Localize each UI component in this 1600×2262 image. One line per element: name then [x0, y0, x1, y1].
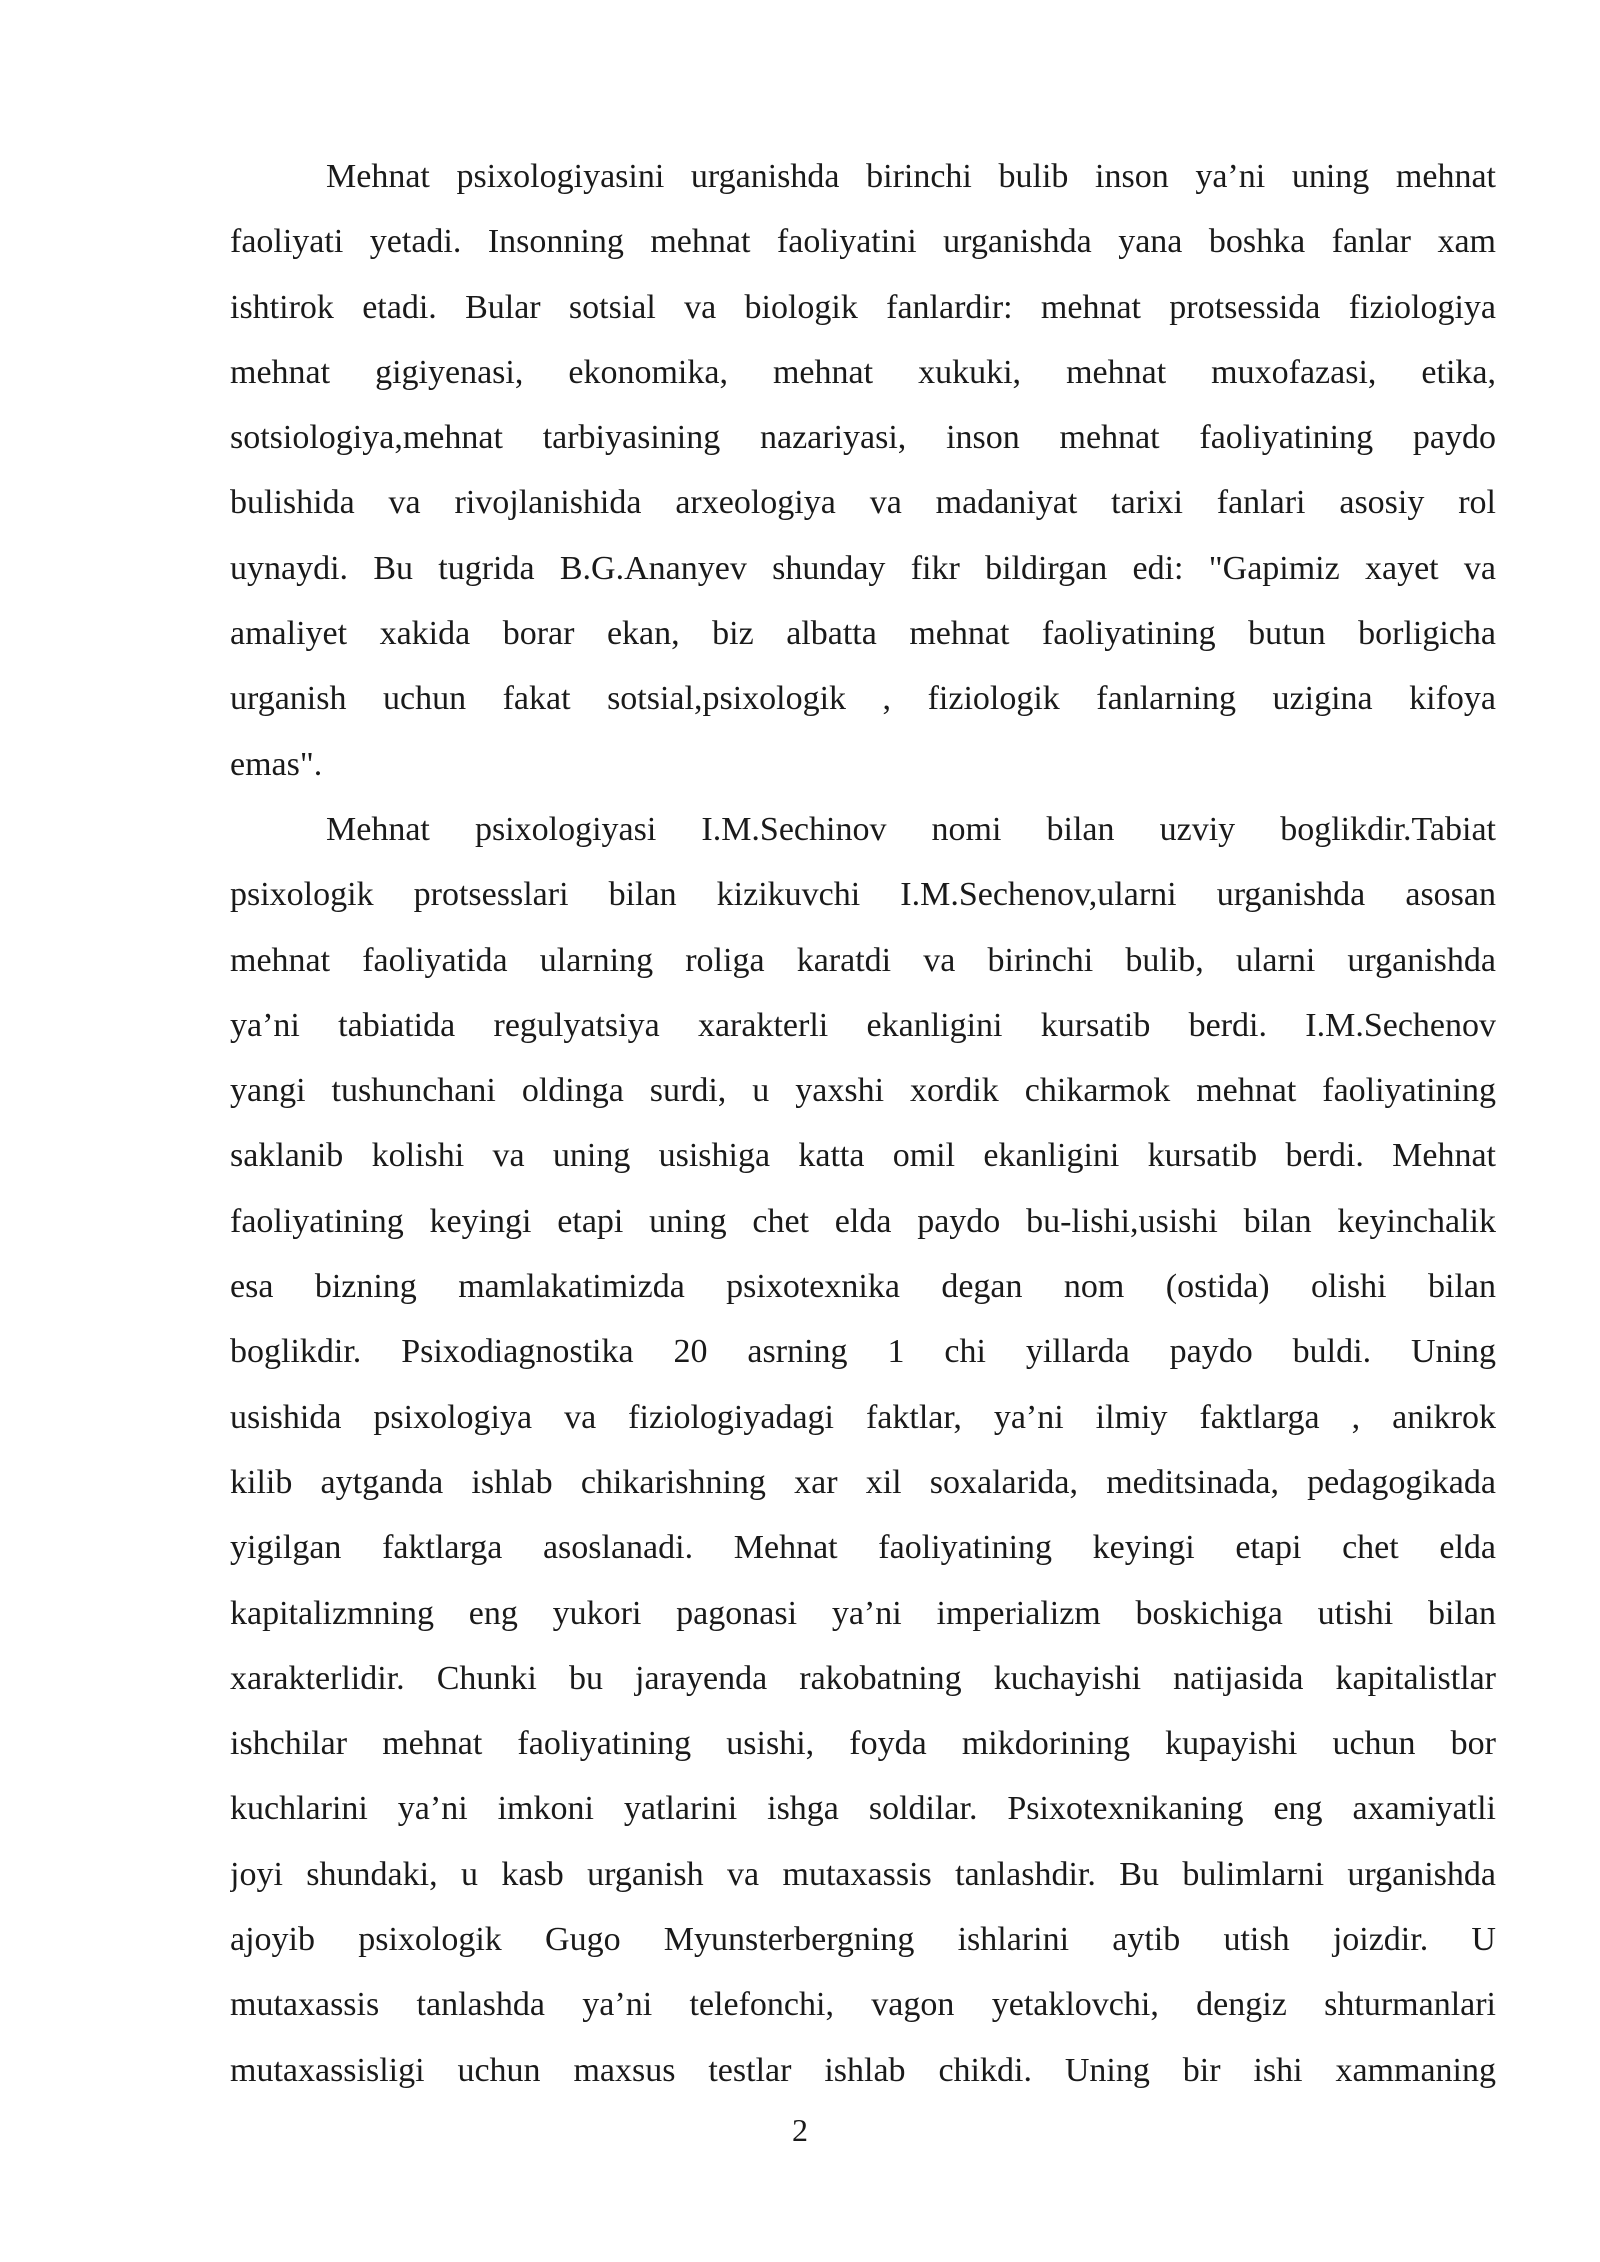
paragraph-1	[230, 150, 1496, 803]
paragraph-2	[230, 803, 1496, 2109]
text-line: urganish uchun fakat sotsial,psixologik , fiziologik fanlarning uzigina kifoya	[230, 680, 1496, 718]
text-line: faoliyati yetadi. Insonning mehnat faoliyatini urganishda yana boshka fanlar xam	[230, 223, 1496, 261]
text-line: ajoyib psixologik Gugo Myunsterbergning ishlarini aytib utish joizdir. U	[230, 1921, 1496, 1959]
text-line: yangi tushunchani oldinga surdi, u yaxshi xordik chikarmok mehnat faoliyatining	[230, 1072, 1496, 1110]
text-line: yigilgan faktlarga asoslanadi. Mehnat faoliyatining keyingi etapi chet elda	[230, 1529, 1496, 1567]
text-line: amaliyet xakida borar ekan, biz albatta mehnat faoliyatining butun borligicha	[230, 615, 1496, 653]
text-line: kapitalizmning eng yukori pagonasi ya’ni imperializm boskichiga utishi bilan	[230, 1594, 1496, 1632]
text-line: mutaxassis tanlashda ya’ni telefonchi, vagon yetaklovchi, dengiz shturmanlari	[230, 1986, 1496, 2024]
text-line: bulishida va rivojlanishida arxeologiya va madaniyat tarixi fanlari asosiy rol	[230, 484, 1496, 522]
text-line: faoliyatining keyingi etapi uning chet elda paydo bu-lishi,usishi bilan keyinchalik	[230, 1202, 1496, 1240]
text-line: esa bizning mamlakatimizda psixotexnika degan nom (ostida) olishi bilan	[230, 1268, 1496, 1306]
text-line: mehnat gigiyenasi, ekonomika, mehnat xukuki, mehnat muxofazasi, etika,	[230, 353, 1496, 391]
text-line: mehnat faoliyatida ularning roliga karatdi va birinchi bulib, ularni urganishda	[230, 941, 1496, 979]
text-line: usishida psixologiya va fiziologiyadagi faktlar, ya’ni ilmiy faktlarga , anikrok	[230, 1398, 1496, 1436]
text-line: boglikdir. Psixodiagnostika 20 asrning 1 chi yillarda paydo buldi. Uning	[230, 1333, 1496, 1371]
text-line: saklanib kolishi va uning usishiga katta omil ekanligini kursatib berdi. Mehnat	[230, 1137, 1496, 1175]
text-line: joyi shundaki, u kasb urganish va mutaxassis tanlashdir. Bu bulimlarni urganishda	[230, 1855, 1496, 1893]
page-number: 2	[792, 2112, 808, 2148]
text-line: uynaydi. Bu tugrida B.G.Ananyev shunday fikr bildirgan edi: "Gapimiz xayet va	[230, 549, 1496, 587]
text-line: kuchlarini ya’ni imkoni yatlarini ishga soldilar. Psixotexnikaning eng axamiyatli	[230, 1790, 1496, 1828]
text-line: mutaxassisligi uchun maxsus testlar ishlab chikdi. Uning bir ishi xammaning	[230, 2051, 1496, 2089]
text-line: ya’ni tabiatida regulyatsiya xarakterli ekanligini kursatib berdi. I.M.Sechenov	[230, 1006, 1496, 1044]
text-line: psixologik protsesslari bilan kizikuvchi I.M.Sechenov,ularni urganishda asosan	[230, 876, 1496, 914]
text-line: ishchilar mehnat faoliyatining usishi, foyda mikdorining kupayishi uchun bor	[230, 1725, 1496, 1763]
text-line: emas".	[230, 745, 323, 783]
text-line: Mehnat psixologiyasi I.M.Sechinov nomi bilan uzviy boglikdir.Tabiat	[326, 810, 1496, 848]
text-line: Mehnat psixologiyasini urganishda birinchi bulib inson ya’ni uning mehnat	[326, 158, 1496, 195]
body-text	[230, 150, 1496, 2109]
text-line: ishtirok etadi. Bular sotsial va biologik fanlardir: mehnat protsessida fiziologiya	[230, 288, 1496, 326]
text-line: xarakterlidir. Chunki bu jarayenda rakobatning kuchayishi natijasida kapitalistlar	[230, 1659, 1496, 1697]
text-line: kilib aytganda ishlab chikarishning xar xil soxalarida, meditsinada, pedagogikada	[230, 1463, 1496, 1501]
text-line: sotsiologiya,mehnat tarbiyasining nazariyasi, inson mehnat faoliyatining paydo	[230, 419, 1496, 457]
